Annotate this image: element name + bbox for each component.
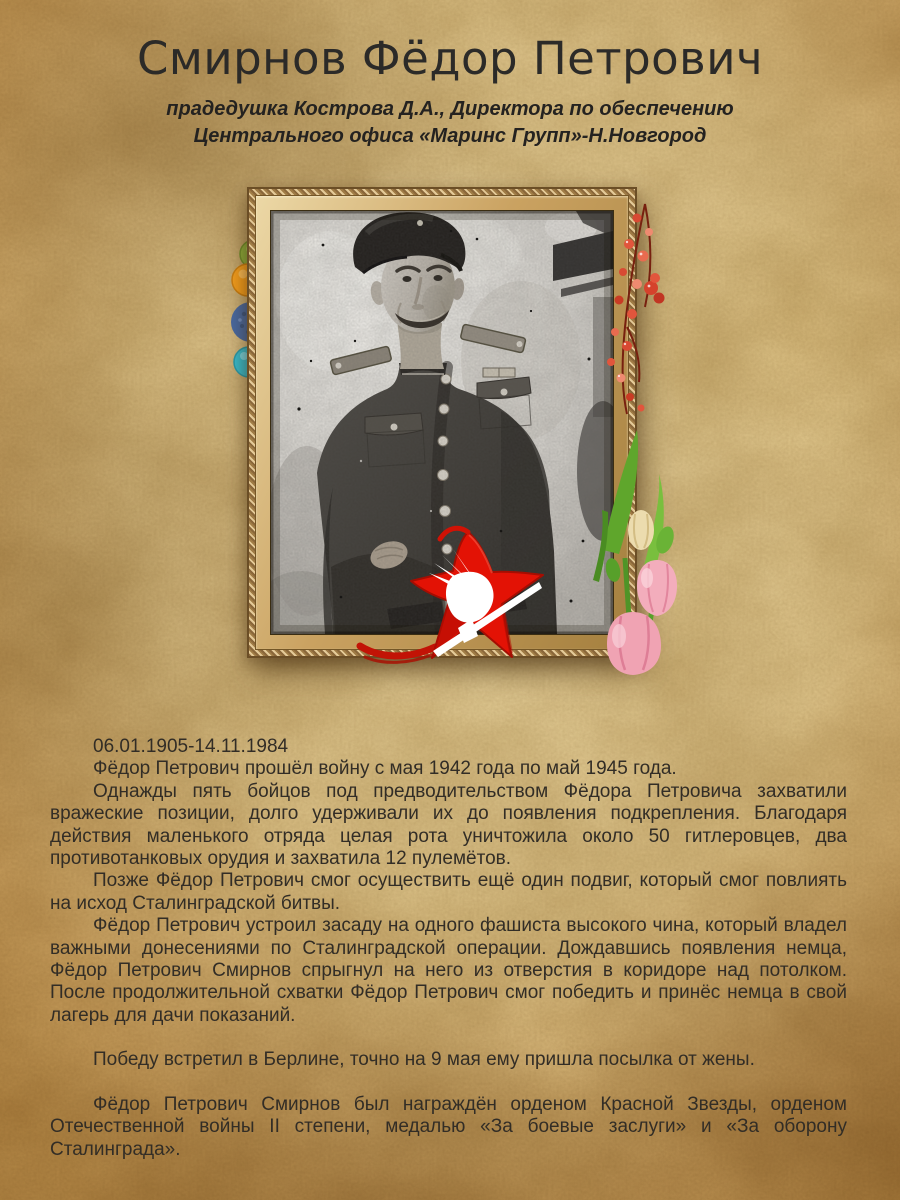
- bio-paragraph: Фёдор Петрович прошёл войну с мая 1942 года по май 1945 года.: [93, 758, 677, 780]
- subtitle-line-2: Центрального офиса «Маринс Групп»-Н.Новгород: [193, 124, 707, 147]
- berry-branch-icon: [575, 192, 675, 422]
- tulips-icon: [575, 418, 690, 676]
- bio-paragraph: Фёдор Петрович Смирнов был награждён орденом Красной Звезды, орденом Отечественной войны II степени, медалью «За боевые заслуги» и «За оборону Сталинграда».: [50, 1093, 847, 1160]
- subtitle-line-1: прадедушка Кострова Д.А., Директора по обеспечению: [166, 97, 734, 120]
- berries: [607, 214, 665, 412]
- bio-paragraph: Позже Фёдор Петрович смог осуществить ещё один подвиг, который смог повлиять на исход Сталинградской битвы.: [50, 870, 847, 914]
- life-dates: 06.01.1905-14.11.1984: [93, 736, 289, 757]
- biography-text: [50, 736, 847, 1161]
- page-title: Смирнов Фёдор Петрович: [136, 32, 764, 85]
- bio-paragraph: Однажды пять бойцов под предводительством Фёдора Петровича захватили вражеские позиции, долго удерживали их до появления подкрепления. Благодаря действия маленького отряда целая рота уничтожила около 50 гитлеровцев, два противотанковых орудия и захватила 12 пулемётов.: [50, 780, 847, 870]
- bio-paragraph: Фёдор Петрович устроил засаду на одного фашиста высокого чина, который владел важными донесениями по Сталинградской операции. Дождавшись появления немца, Фёдор Петрович Смирнов спрыгнул на него из отверстия в коридоре над потолком. После продолжительной схватки Фёдор Петрович смог победить и принёс немца в свой лагерь для дачи показаний.: [50, 915, 847, 1026]
- bio-paragraph: Победу встретил в Берлине, точно на 9 мая ему пришла посылка от жены.: [93, 1049, 755, 1071]
- red-star-crane-icon: [345, 495, 565, 680]
- header: [0, 0, 900, 150]
